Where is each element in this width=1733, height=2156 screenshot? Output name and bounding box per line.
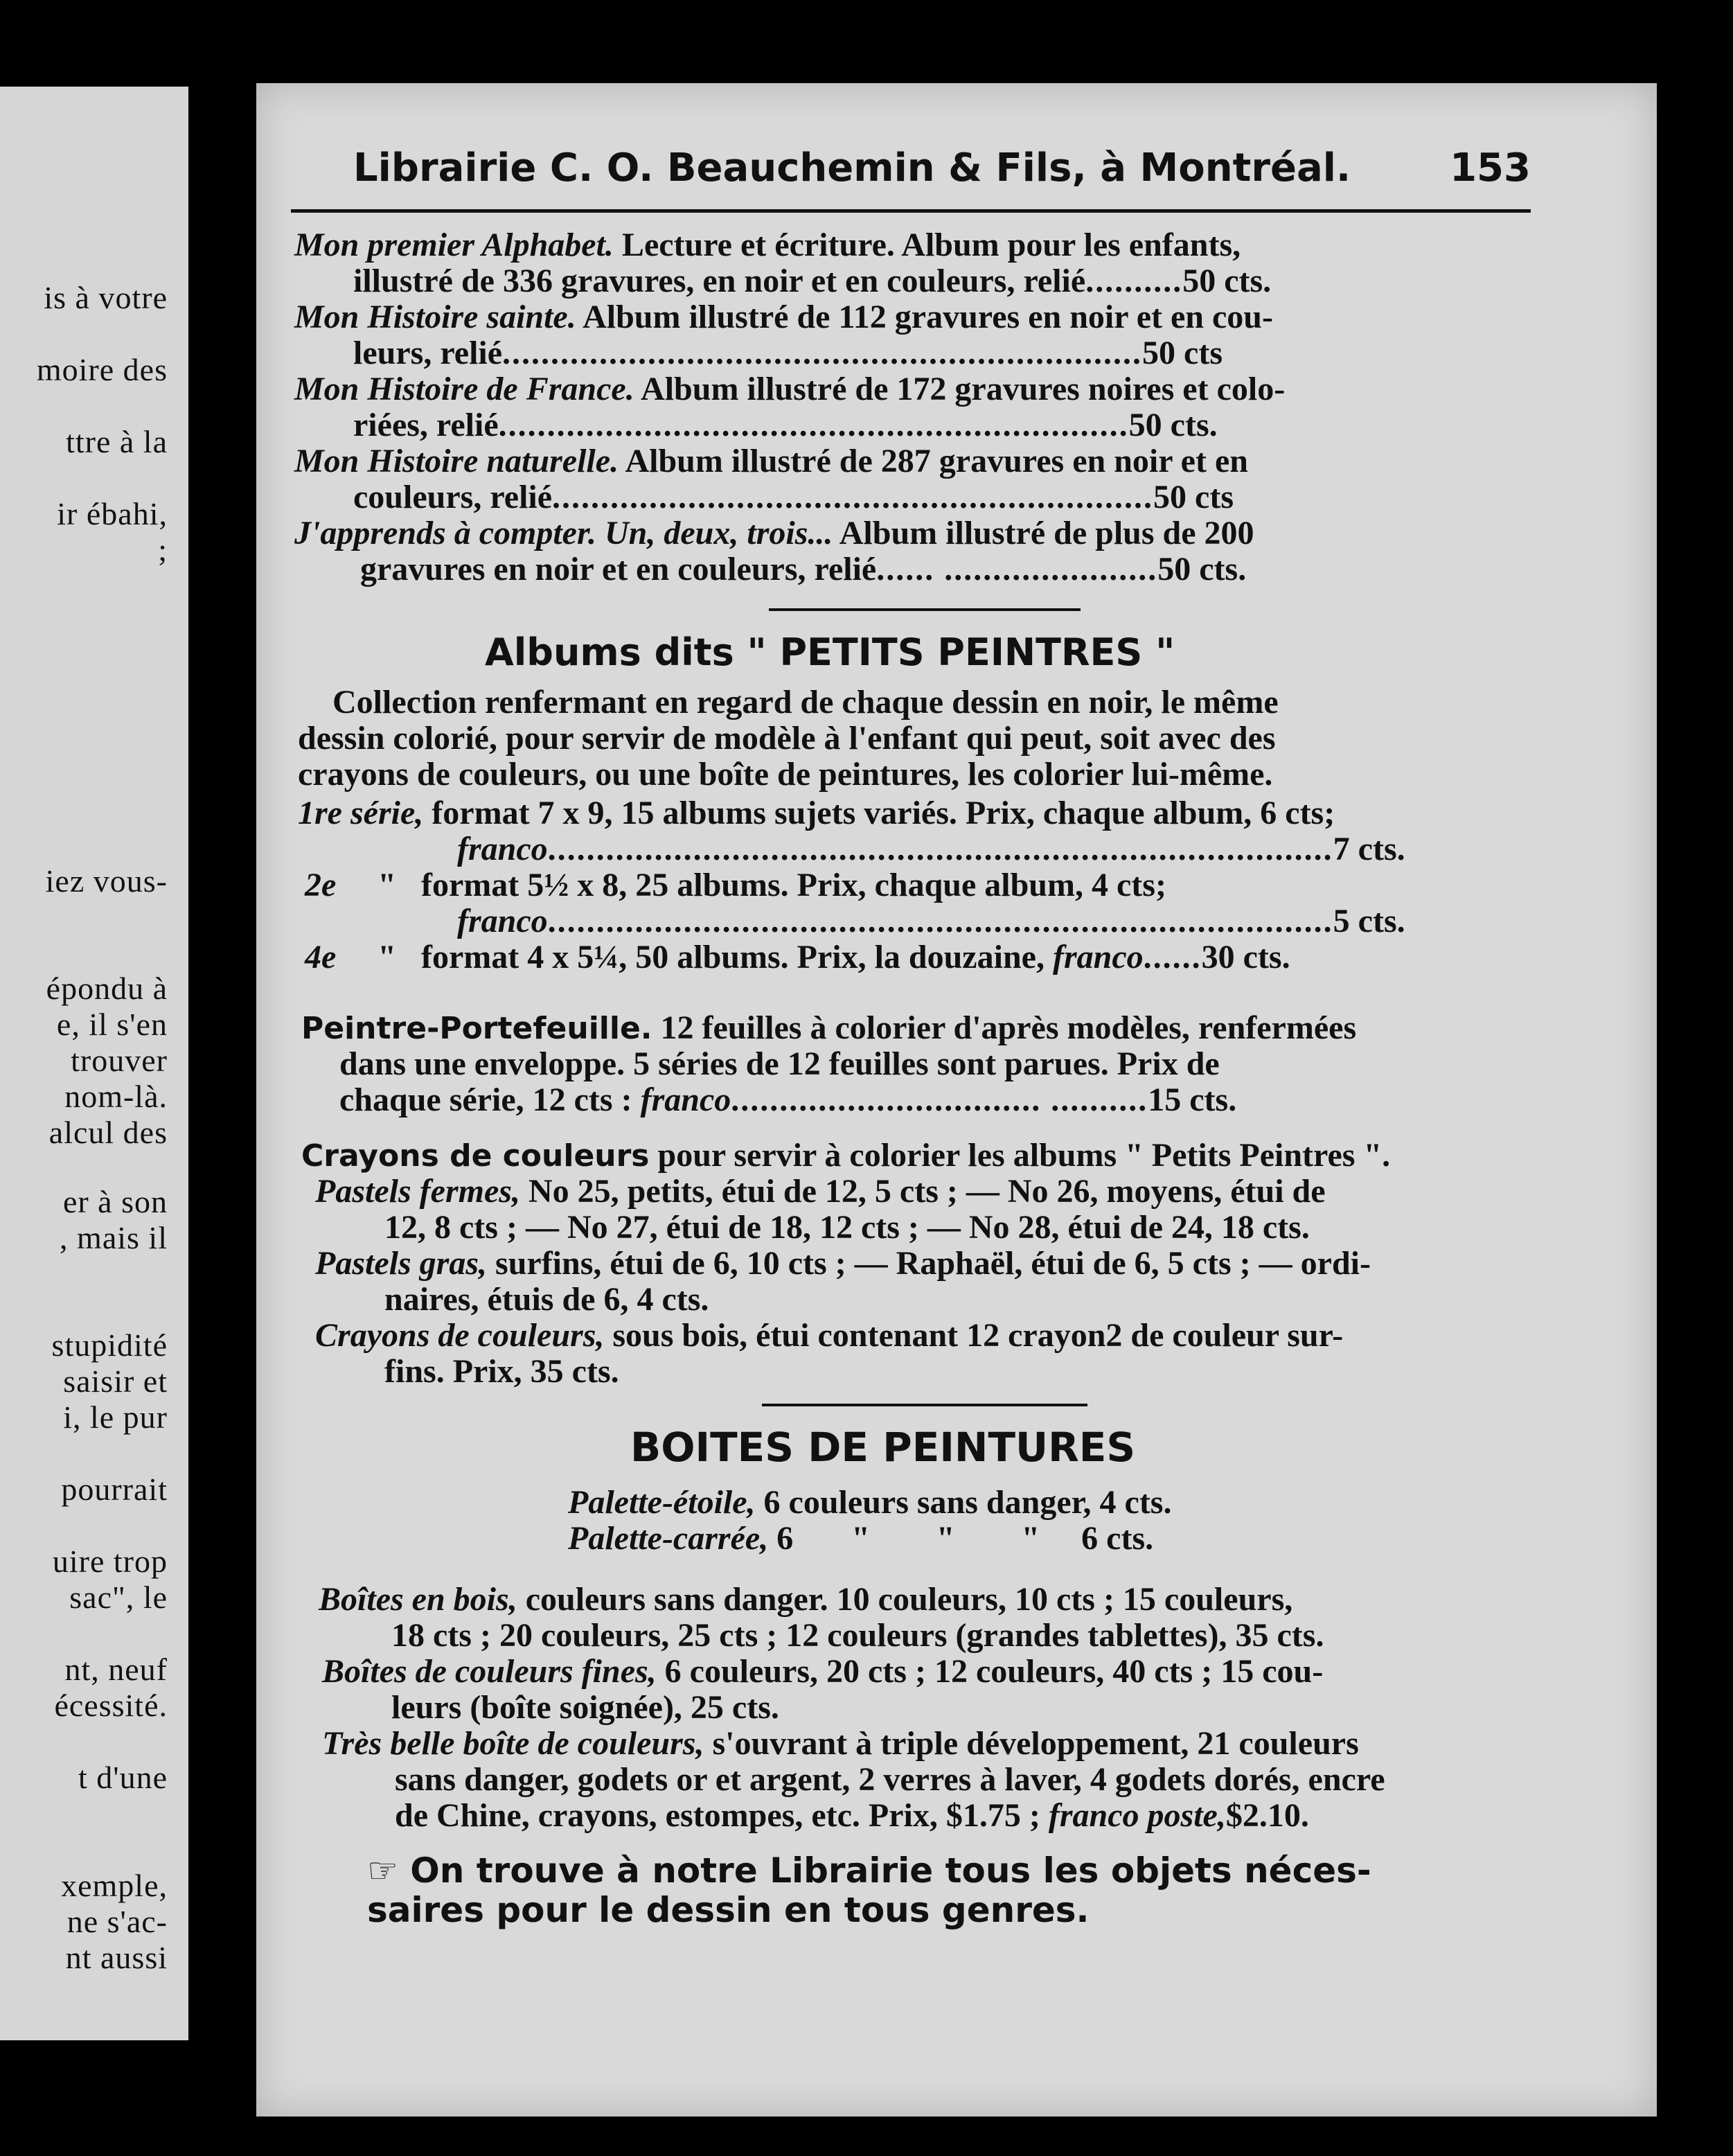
portefeuille-line: Peintre-Portefeuille. 12 feuilles à colorier d'après modèles, renfermées xyxy=(301,1009,1357,1046)
boites-line: 18 cts ; 20 couleurs, 25 cts ; 12 couleurs (grandes tablettes), 35 cts. xyxy=(391,1617,1324,1654)
intro-line: dessin colorié, pour servir de modèle à l'enfant qui peut, soit avec des xyxy=(298,720,1276,757)
section-rule xyxy=(769,608,1081,611)
boites-line: leurs (boîte soignée), 25 cts. xyxy=(391,1689,779,1726)
left-page-line: nt, neuf xyxy=(64,1652,168,1687)
left-page-line: iez vous- xyxy=(45,863,168,899)
left-page-line: xemple, xyxy=(61,1868,168,1903)
boites-line: sans danger, godets or et argent, 2 verres à laver, 4 godets dorés, encre xyxy=(395,1761,1385,1798)
left-page-line: saisir et xyxy=(63,1363,168,1399)
left-page-line: ; xyxy=(158,532,168,567)
left-page-line: trouver xyxy=(71,1043,168,1078)
header-rule xyxy=(291,209,1531,213)
section-heading: BOITES DE PEINTURES xyxy=(630,1424,1136,1471)
boites-line: Très belle boîte de couleurs, s'ouvrant à triple développement, 21 couleurs xyxy=(322,1725,1359,1762)
running-header xyxy=(353,145,1531,191)
crayons-line: 12, 8 cts ; — No 27, étui de 18, 12 cts ; — No 28, étui de 24, 18 cts. xyxy=(384,1209,1310,1246)
album-entry-line: illustré de 336 gravures, en noir et en couleurs, relié..........50 cts. xyxy=(353,263,1272,299)
boites-line: Boîtes en bois, couleurs sans danger. 10 couleurs, 10 cts ; 15 couleurs, xyxy=(319,1581,1293,1618)
page-number: 153 xyxy=(1450,145,1531,191)
footer-note-line: saires pour le dessin en tous genres. xyxy=(367,1890,1090,1930)
left-page-line: moire des xyxy=(36,352,168,387)
crayons-line: Crayons de couleurs pour servir à colorier les albums " Petits Peintres ". xyxy=(301,1137,1391,1174)
album-entry-line: Mon premier Alphabet. Lecture et écriture. Album pour les enfants, xyxy=(294,227,1241,263)
left-page-line: nom-là. xyxy=(64,1079,168,1114)
series-line: 1re série, format 7 x 9, 15 albums sujets variés. Prix, chaque album, 6 cts; xyxy=(298,795,1335,831)
album-entry-line: Mon Histoire sainte. Album illustré de 112 gravures en noir et en cou- xyxy=(294,299,1273,335)
left-page-line: i, le pur xyxy=(63,1399,168,1435)
footer-note-line: ☞ On trouve à notre Librairie tous les objets néces- xyxy=(367,1850,1371,1891)
crayons-line: naires, étuis de 6, 4 cts. xyxy=(384,1281,709,1318)
left-page-line: épondu à xyxy=(46,971,168,1006)
left-page-line: , mais il xyxy=(60,1220,168,1255)
intro-line: Collection renfermant en regard de chaque dessin en noir, le même xyxy=(332,684,1279,721)
series-franco-line: franco.................................................................................7 cts. xyxy=(457,831,1405,867)
crayons-line: Pastels gras, surfins, étui de 6, 10 cts ; — Raphaël, étui de 6, 5 cts ; — ordi- xyxy=(315,1245,1371,1282)
portefeuille-line: dans une enveloppe. 5 séries de 12 feuilles sont parues. Prix de xyxy=(339,1045,1220,1082)
pointing-hand-icon: ☞ xyxy=(367,1850,398,1891)
left-page-line: ir ébahi, xyxy=(57,496,168,531)
intro-line: crayons de couleurs, ou une boîte de peintures, les colorier lui-même. xyxy=(298,756,1273,793)
left-page-line: sac", le xyxy=(69,1580,168,1615)
palette-line: Palette-carrée, 6 " " " 6 cts. xyxy=(568,1520,1154,1557)
crayons-line: Crayons de couleurs, sous bois, étui contenant 12 crayon2 de couleur sur- xyxy=(315,1317,1344,1354)
book-gutter xyxy=(188,0,251,2156)
crayons-line: Pastels fermes, No 25, petits, étui de 12, 5 cts ; — No 26, moyens, étui de xyxy=(315,1173,1326,1210)
series-line: 4e " format 4 x 5¼, 50 albums. Prix, la douzaine, franco......30 cts. xyxy=(305,939,1290,975)
left-page-line: e, il s'en xyxy=(56,1007,168,1042)
left-page-line: uire trop xyxy=(52,1544,168,1579)
series-line: 2e " format 5½ x 8, 25 albums. Prix, chaque album, 4 cts; xyxy=(305,867,1166,903)
album-entry-line: Mon Histoire de France. Album illustré de 172 gravures noires et colo- xyxy=(294,371,1286,407)
left-page-line: er à son xyxy=(62,1184,168,1219)
section-heading: Albums dits " PETITS PEINTRES " xyxy=(485,630,1175,674)
catalog-page xyxy=(256,83,1657,2117)
series-franco-line: franco.................................................................................5 cts. xyxy=(457,903,1405,939)
portefeuille-line: chaque série, 12 cts : franco................................ ..........15 cts. xyxy=(339,1081,1237,1118)
left-page-line: t d'une xyxy=(78,1760,168,1795)
header-title: Librairie C. O. Beauchemin & Fils, à Montréal. xyxy=(353,145,1351,191)
album-entry-line: Mon Histoire naturelle. Album illustré de 287 gravures en noir et en xyxy=(294,443,1248,479)
album-entry-line: riées, relié.................................................................50 cts. xyxy=(353,407,1218,443)
palette-line: Palette-étoile, 6 couleurs sans danger, 4 cts. xyxy=(568,1484,1172,1521)
boites-line: de Chine, crayons, estompes, etc. Prix, $1.75 ; franco poste,$2.10. xyxy=(395,1797,1309,1834)
left-page-line: nt aussi xyxy=(65,1940,168,1975)
album-entry-line: leurs, relié..................................................................50 cts xyxy=(353,335,1223,371)
left-facing-page xyxy=(0,87,188,2040)
left-page-line: ttre à la xyxy=(66,424,168,459)
left-page-line: is à votre xyxy=(44,280,168,315)
section-rule xyxy=(762,1404,1087,1406)
boites-line: Boîtes de couleurs fines, 6 couleurs, 20 cts ; 12 couleurs, 40 cts ; 15 cou- xyxy=(322,1653,1324,1690)
crayons-line: fins. Prix, 35 cts. xyxy=(384,1353,619,1390)
album-entry-line: gravures en noir et en couleurs, relié...... ......................50 cts. xyxy=(360,551,1247,587)
left-page-line: pourrait xyxy=(61,1472,168,1507)
left-page-line: stupidité xyxy=(51,1327,168,1363)
left-page-line: ne s'ac- xyxy=(66,1904,168,1939)
left-page-line: alcul des xyxy=(48,1115,168,1150)
album-entry-line: couleurs, relié..............................................................50 cts xyxy=(353,479,1234,515)
left-page-line: écessité. xyxy=(54,1688,168,1723)
album-entry-line: J'apprends à compter. Un, deux, trois... Album illustré de plus de 200 xyxy=(294,515,1254,551)
